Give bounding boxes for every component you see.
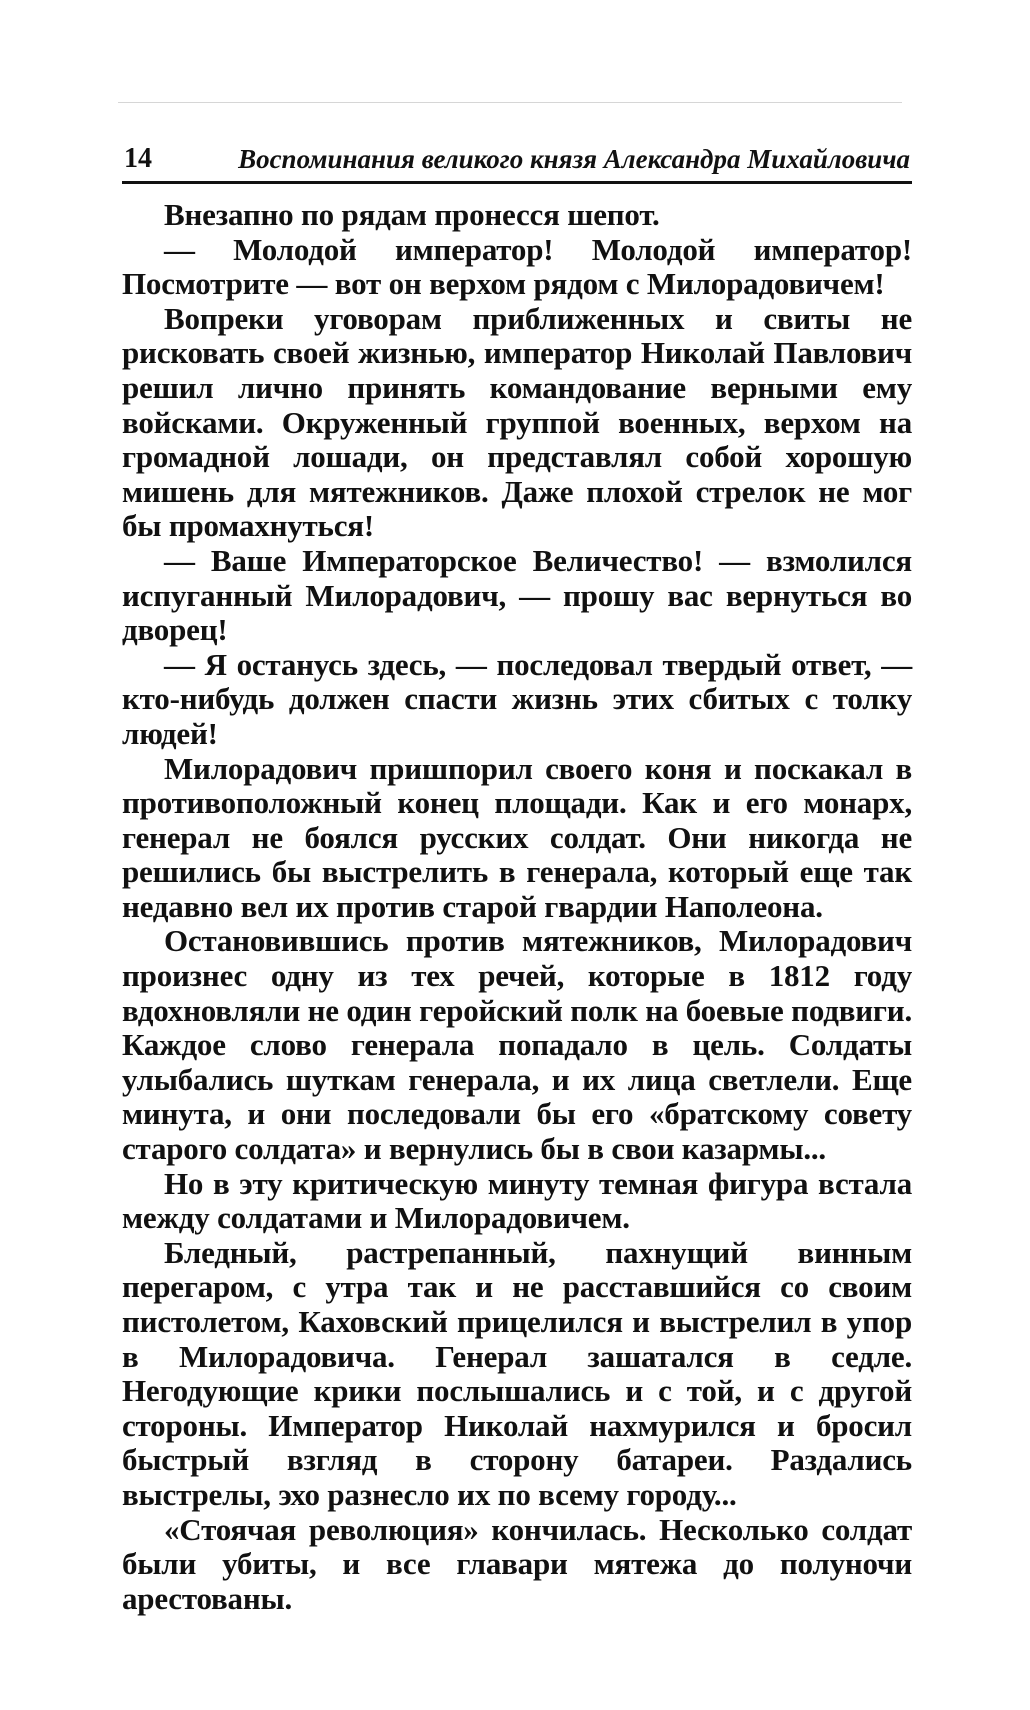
paragraph: Бледный, растрепанный, пахнущий винным перегаром, с утра так и не расставшийся со своим пистолетом, Каховский прицелился и выстрелил в упор в Милорадовича. Генерал зашатался в седле. Негодующие крики послышались и с той, и с другой стороны. Император Николай нахмурился и бросил быстрый взгляд в сторону батареи. Раздались выстрелы, эхо разнесло их по всему городу...: [122, 1234, 912, 1512]
paragraph: — Ваше Императорское Величество! — взмолился испуганный Милорадович, — прошу вас вернуться во дворец!: [122, 542, 912, 648]
paragraph: — Я останусь здесь, — последовал твердый ответ, — кто-нибудь должен спасти жизнь этих сбитых с толку людей!: [122, 646, 912, 751]
paragraph: Внезапно по рядам пронесся шепот.: [164, 197, 660, 232]
paragraph: — Молодой император! Молодой император! Посмотрите — вот он верхом рядом с Милорадовичем!: [122, 231, 912, 302]
body-text: [122, 198, 912, 1616]
running-title: Воспоминания великого князя Александра Михайловича: [238, 144, 910, 174]
page-number: 14: [124, 143, 152, 174]
paragraph: Остановившись против мятежников, Милорадович произнес одну из тех речей, которые в 1812 году вдохновляли не один геройский полк на боевые подвиги. Каждое слово генерала попадало в цель. Солдаты улыбались шуткам генерала, и их лица светлели. Еще минута, и они последовали бы его «братскому совету старого солдата» и вернулись бы в свои казармы...: [122, 923, 912, 1167]
top-scan-rule: [118, 102, 902, 103]
paragraph: Вопреки уговорам приближенных и свиты не рисковать своей жизнью, император Николай Павлович решил лично принять командование верными ему войсками. Окруженный группой военных, верхом на громадной лошади, он представлял собой хорошую мишень для мятежников. Даже плохой стрелок не мог бы промахнуться!: [122, 300, 912, 544]
running-header: [122, 142, 912, 184]
paragraph: Милорадович пришпорил своего коня и поскакал в противоположный конец площади. Как и его монарх, генерал не боялся русских солдат. Они никогда не решились бы выстрелить в генерала, который еще так недавно вел их против старой гвардии Наполеона.: [122, 750, 912, 924]
paragraph: «Стоячая революция» кончилась. Несколько солдат были убиты, и все главари мятежа до полуночи арестованы.: [122, 1511, 912, 1616]
paragraph: Но в эту критическую минуту темная фигура встала между солдатами и Милорадовичем.: [122, 1165, 912, 1236]
